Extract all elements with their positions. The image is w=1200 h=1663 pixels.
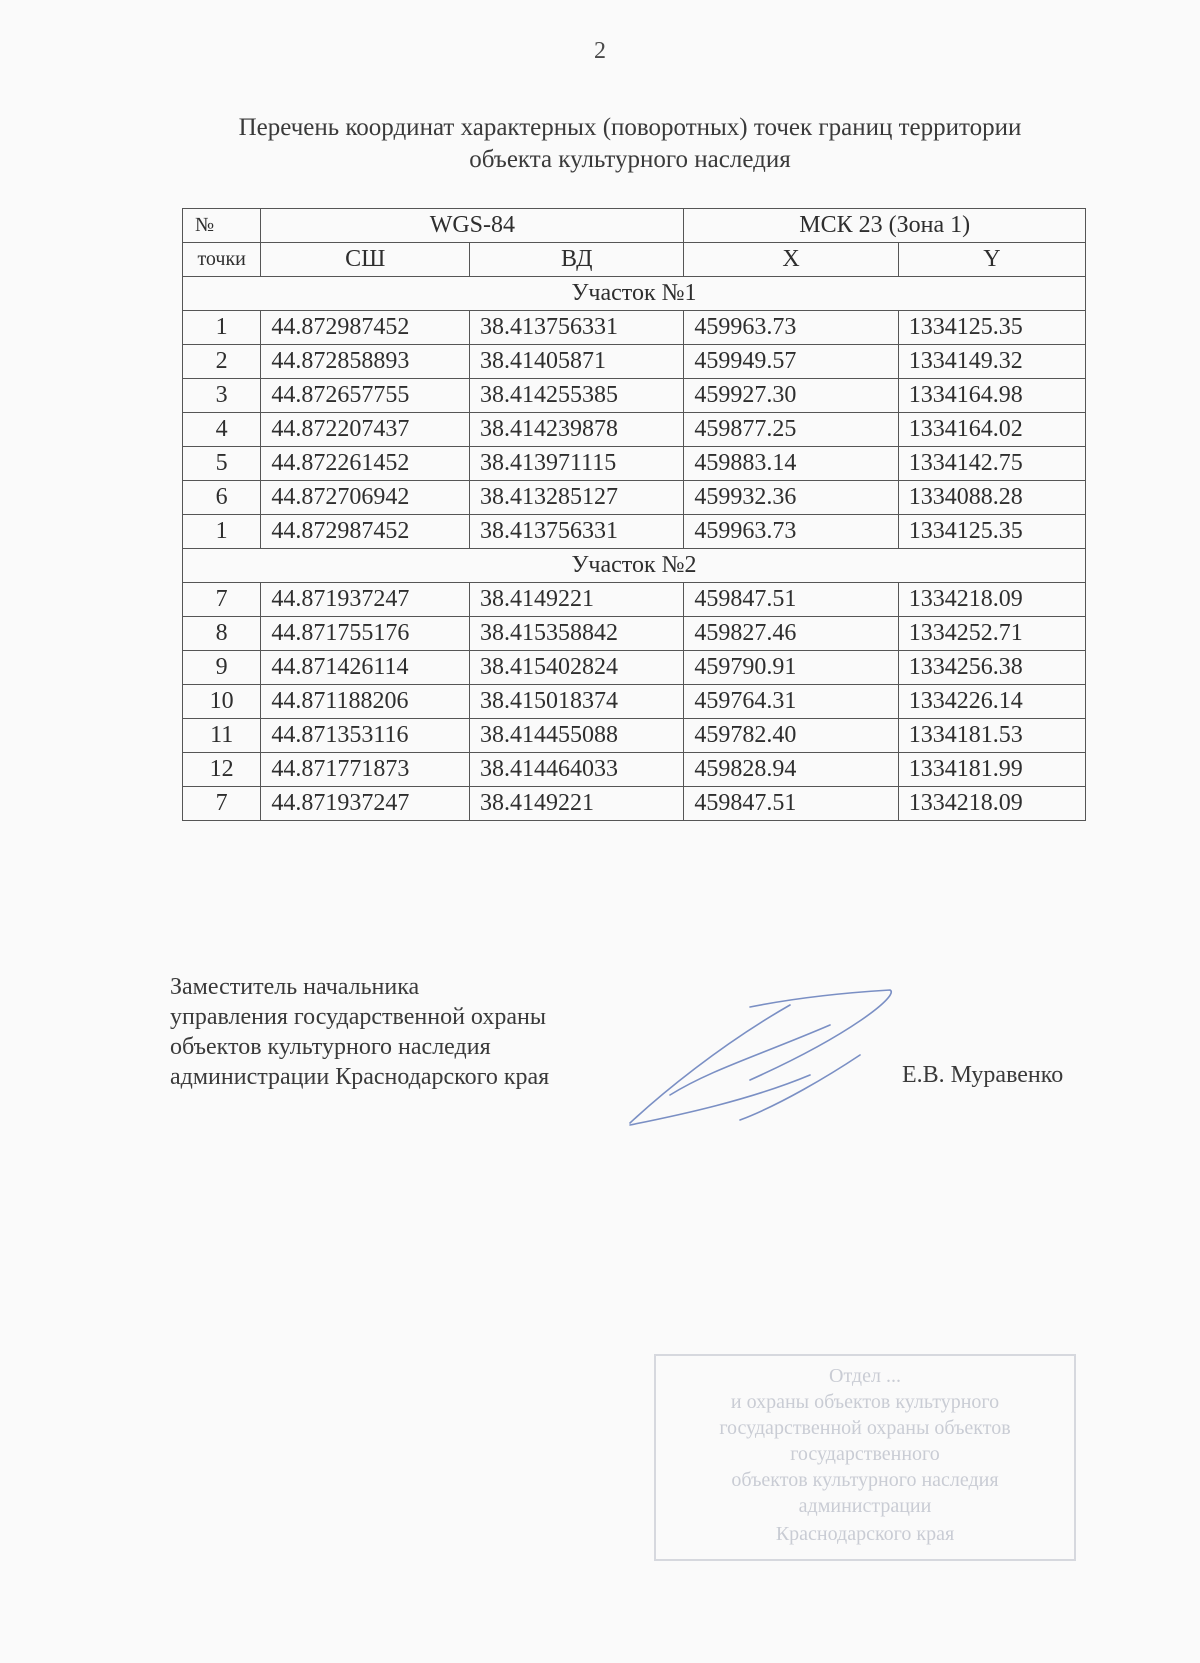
point-number-cell: 2 bbox=[183, 345, 261, 379]
latitude-cell: 44.872261452 bbox=[261, 447, 470, 481]
table-row bbox=[183, 787, 1086, 821]
y-coordinate-cell: 1334181.99 bbox=[898, 753, 1085, 787]
longitude-cell: 38.414455088 bbox=[470, 719, 684, 753]
latitude-cell: 44.872987452 bbox=[261, 311, 470, 345]
point-number-cell: 3 bbox=[183, 379, 261, 413]
y-coordinate-cell: 1334164.02 bbox=[898, 413, 1085, 447]
longitude-cell: 38.414255385 bbox=[470, 379, 684, 413]
stamp-line: государственного bbox=[790, 1443, 940, 1465]
y-coordinate-cell: 1334256.38 bbox=[898, 651, 1085, 685]
table-row bbox=[183, 651, 1086, 685]
longitude-cell: 38.415358842 bbox=[470, 617, 684, 651]
x-coordinate-cell: 459963.73 bbox=[684, 515, 898, 549]
coordinates-table bbox=[182, 208, 1086, 821]
point-number-cell: 8 bbox=[183, 617, 261, 651]
stamp-line: администрации bbox=[798, 1495, 932, 1517]
y-coordinate-cell: 1334218.09 bbox=[898, 583, 1085, 617]
point-number-cell: 5 bbox=[183, 447, 261, 481]
title-line-2: объекта культурного наследия bbox=[469, 146, 791, 173]
table-row bbox=[183, 379, 1086, 413]
table-row bbox=[183, 515, 1086, 549]
y-coordinate-cell: 1334181.53 bbox=[898, 719, 1085, 753]
header-x: X bbox=[684, 243, 898, 277]
latitude-cell: 44.872706942 bbox=[261, 481, 470, 515]
x-coordinate-cell: 459883.14 bbox=[684, 447, 898, 481]
latitude-cell: 44.871188206 bbox=[261, 685, 470, 719]
point-number-cell: 10 bbox=[183, 685, 261, 719]
x-coordinate-cell: 459790.91 bbox=[684, 651, 898, 685]
point-number-cell: 1 bbox=[183, 311, 261, 345]
header-longitude: ВД bbox=[470, 243, 684, 277]
signer-name: Е.В. Муравенко bbox=[902, 1062, 1064, 1088]
x-coordinate-cell: 459963.73 bbox=[684, 311, 898, 345]
y-coordinate-cell: 1334088.28 bbox=[898, 481, 1085, 515]
longitude-cell: 38.41405871 bbox=[470, 345, 684, 379]
point-number-cell: 4 bbox=[183, 413, 261, 447]
longitude-cell: 38.413971115 bbox=[470, 447, 684, 481]
point-number-cell: 12 bbox=[183, 753, 261, 787]
x-coordinate-cell: 459932.36 bbox=[684, 481, 898, 515]
latitude-cell: 44.872207437 bbox=[261, 413, 470, 447]
x-coordinate-cell: 459827.46 bbox=[684, 617, 898, 651]
header-point-label: точки bbox=[183, 243, 261, 277]
point-number-cell: 6 bbox=[183, 481, 261, 515]
x-coordinate-cell: 459764.31 bbox=[684, 685, 898, 719]
position-line: администрации Краснодарского края bbox=[170, 1064, 550, 1090]
latitude-cell: 44.872987452 bbox=[261, 515, 470, 549]
longitude-cell: 38.413756331 bbox=[470, 515, 684, 549]
latitude-cell: 44.872657755 bbox=[261, 379, 470, 413]
y-coordinate-cell: 1334142.75 bbox=[898, 447, 1085, 481]
latitude-cell: 44.871937247 bbox=[261, 787, 470, 821]
stamp-line: объектов культурного наследия bbox=[731, 1469, 999, 1491]
header-y: Y bbox=[898, 243, 1085, 277]
header-msk23: МСК 23 (Зона 1) bbox=[684, 209, 1086, 243]
coordinates-table-body bbox=[183, 277, 1086, 821]
longitude-cell: 38.4149221 bbox=[470, 787, 684, 821]
position-line: Заместитель начальника bbox=[170, 974, 420, 1000]
table-row bbox=[183, 685, 1086, 719]
faded-stamp bbox=[650, 1350, 1080, 1570]
stamp-line: и охраны объектов культурного bbox=[730, 1391, 1000, 1413]
stamp-line: государственной охраны объектов bbox=[719, 1417, 1011, 1439]
longitude-cell: 38.413285127 bbox=[470, 481, 684, 515]
header-number-label: № bbox=[183, 209, 261, 243]
header-row-1 bbox=[183, 209, 1086, 243]
x-coordinate-cell: 459847.51 bbox=[684, 787, 898, 821]
x-coordinate-cell: 459782.40 bbox=[684, 719, 898, 753]
page-number: 2 bbox=[594, 38, 606, 64]
latitude-cell: 44.872858893 bbox=[261, 345, 470, 379]
title-line-1: Перечень координат характерных (поворотных) точек границ территории bbox=[238, 114, 1022, 141]
point-number-cell: 9 bbox=[183, 651, 261, 685]
longitude-cell: 38.414464033 bbox=[470, 753, 684, 787]
table-row bbox=[183, 719, 1086, 753]
table-row bbox=[183, 345, 1086, 379]
table-row bbox=[183, 617, 1086, 651]
y-coordinate-cell: 1334149.32 bbox=[898, 345, 1085, 379]
latitude-cell: 44.871937247 bbox=[261, 583, 470, 617]
point-number-cell: 11 bbox=[183, 719, 261, 753]
document-title bbox=[150, 112, 1110, 176]
y-coordinate-cell: 1334125.35 bbox=[898, 311, 1085, 345]
header-row-2 bbox=[183, 243, 1086, 277]
signature-stroke bbox=[670, 1025, 830, 1095]
section-title: Участок №1 bbox=[183, 277, 1086, 311]
latitude-cell: 44.871353116 bbox=[261, 719, 470, 753]
signature-strokes bbox=[630, 990, 891, 1125]
stamp-line: Отдел ... bbox=[829, 1365, 901, 1387]
longitude-cell: 38.415018374 bbox=[470, 685, 684, 719]
handwritten-signature bbox=[600, 985, 910, 1135]
y-coordinate-cell: 1334226.14 bbox=[898, 685, 1085, 719]
longitude-cell: 38.415402824 bbox=[470, 651, 684, 685]
longitude-cell: 38.4149221 bbox=[470, 583, 684, 617]
table-row bbox=[183, 481, 1086, 515]
table-row bbox=[183, 447, 1086, 481]
section-title: Участок №2 bbox=[183, 549, 1086, 583]
x-coordinate-cell: 459847.51 bbox=[684, 583, 898, 617]
point-number-cell: 1 bbox=[183, 515, 261, 549]
latitude-cell: 44.871771873 bbox=[261, 753, 470, 787]
x-coordinate-cell: 459877.25 bbox=[684, 413, 898, 447]
table-row bbox=[183, 413, 1086, 447]
section-row bbox=[183, 549, 1086, 583]
signature-stroke bbox=[630, 1005, 790, 1123]
point-number-cell: 7 bbox=[183, 583, 261, 617]
table-row bbox=[183, 311, 1086, 345]
position-line: объектов культурного наследия bbox=[170, 1034, 491, 1060]
signature-stroke bbox=[740, 1055, 860, 1120]
section-row bbox=[183, 277, 1086, 311]
y-coordinate-cell: 1334218.09 bbox=[898, 787, 1085, 821]
longitude-cell: 38.413756331 bbox=[470, 311, 684, 345]
y-coordinate-cell: 1334252.71 bbox=[898, 617, 1085, 651]
y-coordinate-cell: 1334164.98 bbox=[898, 379, 1085, 413]
header-wgs84: WGS-84 bbox=[261, 209, 684, 243]
latitude-cell: 44.871426114 bbox=[261, 651, 470, 685]
x-coordinate-cell: 459949.57 bbox=[684, 345, 898, 379]
signatory-position bbox=[170, 972, 549, 1092]
point-number-cell: 7 bbox=[183, 787, 261, 821]
header-latitude: СШ bbox=[261, 243, 470, 277]
longitude-cell: 38.414239878 bbox=[470, 413, 684, 447]
table-row bbox=[183, 753, 1086, 787]
table-row bbox=[183, 583, 1086, 617]
latitude-cell: 44.871755176 bbox=[261, 617, 470, 651]
signature-stroke bbox=[750, 990, 891, 1080]
x-coordinate-cell: 459927.30 bbox=[684, 379, 898, 413]
stamp-line: Краснодарского края bbox=[775, 1523, 955, 1545]
position-line: управления государственной охраны bbox=[170, 1004, 546, 1030]
y-coordinate-cell: 1334125.35 bbox=[898, 515, 1085, 549]
x-coordinate-cell: 459828.94 bbox=[684, 753, 898, 787]
